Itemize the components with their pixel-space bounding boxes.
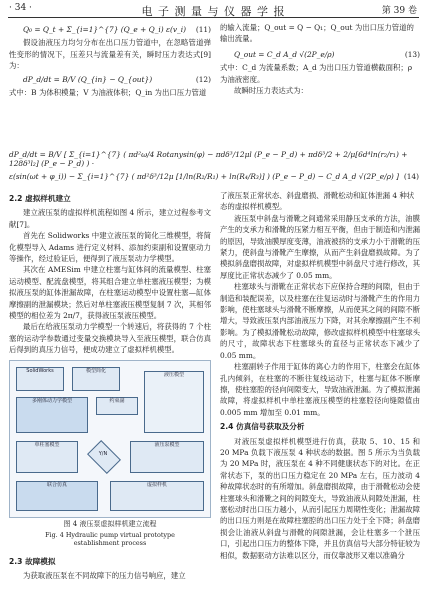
paragraph: 了液压泵正常状态、斜盘磨损、滑靴松动和缸体泄漏 4 种状态的虚拟样机模型。 <box>220 191 415 212</box>
section-heading: 2.2 虚拟样机建立 <box>9 194 71 203</box>
fig-decision-label: Y/N <box>98 450 108 457</box>
header-rule <box>8 17 419 18</box>
paragraph: 首先在 Solidworks 中建立液压泵的简化三维模型，将简化模型导入 Adams 进行定义材料、添加约束副和设置驱动力等操作，经过验证后，便得到了液压泵动力学模型。 <box>9 231 211 264</box>
equation-14: dP_d/dt = B/V [ Σ_{i=1}^{7} ( πd²ω/4 Rotanysin(φ) − πdδ³/12μl (P_e − P_d) + πdδ³/2 + 2/μ[6d⁴ln(r₂/r₁) + 128δ³l₂] (P_e − P_d) ) · ε(sin(ωt + φ_i)) − Σ_{i=1}^{7} ( πd²δ³/12μ [1/ln(R₂/R₁) + ln(R₄/R₃)] ) (P_e − P_d) − C_d A_d √(2P_e/ρ) ] (14) <box>9 150 419 181</box>
paragraph: 液压泵中斜盘与滑靴之间通常采用静压支承的方法，油膜产生的支承力和滑靴的压紧力相互平衡，但由于制造和内泄漏的原因，导致油膜厚度变薄，油液被挤的支承力小于滑靴的压紧力，使斜盘与滑靴产生摩擦，从而产生斜盘磨损故障。为了模拟斜盘磨损故障，对虚拟样机模型中斜盘尺寸进行修改，其厚度比正常状态减少了 0.05 mm。 <box>220 213 420 280</box>
equation-12: dP_d/dt = B/V (Q_{in} − Q_{out}) (12) <box>23 74 211 84</box>
equation-11: Q₀ = Q_t + Σ_{i=1}^{7} (Q_e + Q_i) ε(v_i) (11) <box>23 25 211 34</box>
paragraph: 为获取液压泵在不同故障下的压力信号响应，建立 <box>23 571 186 581</box>
section-heading: 2.3 故障模拟 <box>9 556 56 566</box>
fig-box-simplify: 模型简化 <box>72 367 120 391</box>
figure-caption-en: Fig. 4 Hydraulic pump virtual prototype <box>45 530 175 539</box>
paragraph: 柱塞球头与滑靴在正常状态下应保持合理的间隙，但由于制造和装配误差，以及柱塞在往复运动时与滑靴产生的作用力影响，使柱塞球头与滑靴不断摩擦，从而使其之间的间隙不断增大，导致液压泵内部油液压力下降，对其余摩擦副产生不利影响。为了模拟滑靴松动故障，修改虚拟样机模型中柱塞球头的尺寸，故障状态下柱塞球头的直径与正常状态下减少了 0.05 mm。 <box>220 282 420 360</box>
page-number: · 34 · <box>9 3 32 13</box>
paragraph: 式中：C_d 为流量系数；A_d 为出口压力管道横截面积；ρ 为油液密度。 <box>220 63 413 84</box>
paragraph: 故瞬时压力表达式为： <box>234 86 308 96</box>
section-heading: 2.4 仿真信号获取及分析 <box>220 422 305 432</box>
paragraph: 建立液压泵的虚拟样机流程如图 4 所示，建立过程参考文献[7]。 <box>9 208 211 229</box>
paragraph: 式中：B 为体积模量；V 为油液体积；Q_in 为出口压力管道 <box>9 88 207 98</box>
fig-box-constraint: 约束副 <box>96 397 138 415</box>
left-column-top <box>9 22 211 98</box>
fig-box-prototype: 虚拟样机 <box>110 481 204 511</box>
paragraph: 其次在 AMESim 中建立柱塞与缸体间的流量模型、柱塞运动模型、配流盘模型，将其组合建立单柱塞液压模型；为模拟液压泵的缸体泄漏故障，在柱塞运动模型中设置柱塞—缸体摩擦副的泄漏模块；然后对单柱塞液压模型复制 7 次，其相邻模型的相位差为 2π/7，获得液压泵液压模型。 <box>9 265 211 321</box>
fig-box-pump-model: 液压泵模型 <box>130 441 204 473</box>
equation-13: Q_out = C_d A_d √(2P_e/ρ) (13) <box>234 49 420 59</box>
right-column-top <box>220 22 420 96</box>
left-column-bottom <box>9 190 211 582</box>
fig-box-solidworks: SolidWorks <box>16 367 64 391</box>
fig-box-hydraulic: 液压模型 <box>144 371 204 433</box>
paragraph: 柱塞副转子作用于缸体的离心力的作用下，柱塞会在缸体孔内倾斜，在柱塞的不断往复线运动下，柱塞与缸体不断摩擦，使柱塞腔的径向间隙变大，导致油液泄漏。为了模拟泄漏故障，将虚拟样机中单柱塞液压模型的柱塞腔径向缝隙值由 0.005 mm 增加至 0.01 mm。 <box>220 362 420 417</box>
fig-box-single-piston: 单柱塞模型 <box>16 441 78 473</box>
figure-caption-cn: 图 4 液压泵虚拟样机建立流程 <box>63 519 157 528</box>
paragraph: 对液压泵虚拟样机模型进行仿真，获取 5、10、15 和 20 MPa 负载下液压泵 4 种状态的数据。图 5 所示为当负载为 20 MPa 时，液压泵在 4 种不同健康状态下的对比。在正常状态下，泵的出口压力稳定在 20 MPa 左右，压力波动 4 种故障状态时的有所增加。斜盘磨损故障，由于滑靴松动会使柱塞球头和滑靴之间的间隙变大，导致油液从间隙处泄漏，柱塞松动时出口压力越小，从而引起压力周期性变化；泄漏故障的出口压力则是在故障柱塞腔的出口压力处于全下降；斜盘磨损会让油液从斜盘与滑靴的间隙泄漏，会让柱塞多一个泄压口，引起出口压力的整体下降，并且仿真信号大部分特征较为相似，数据驱动方法难以区分，而仅靠波形又难以准确分 <box>220 436 420 560</box>
volume-label: 第 39 卷 <box>381 6 417 16</box>
right-column-bottom <box>220 190 420 561</box>
journal-title: 电 子 测 量 与 仪 器 学 报 <box>141 5 286 18</box>
fig-box-cosim: 联合仿真 <box>16 481 98 511</box>
paragraph: 最后在给液压泵动力学模型一个转速后，将获得的 7 个柱塞的运动学参数通过变量交换模块导入至液压模型，联合仿真后得到的真压力信号，便成功建立了虚拟样机模型。 <box>9 322 211 355</box>
figure-4-flowchart <box>9 360 211 518</box>
paragraph: 假设油液压力均匀分布在出口压力管道中，在忽略管道弹性变形的情况下，压差只与流量差有关，瞬时压力表达式[9]为： <box>9 38 211 71</box>
figure-caption-en: establishment process <box>73 539 147 548</box>
fig-box-dynamics: 多刚体动力学模型 <box>16 397 88 433</box>
paragraph: 的输入流量；Q_out = Q − Q₁；Q_out 为出口压力管道的输出流量。 <box>220 23 414 44</box>
